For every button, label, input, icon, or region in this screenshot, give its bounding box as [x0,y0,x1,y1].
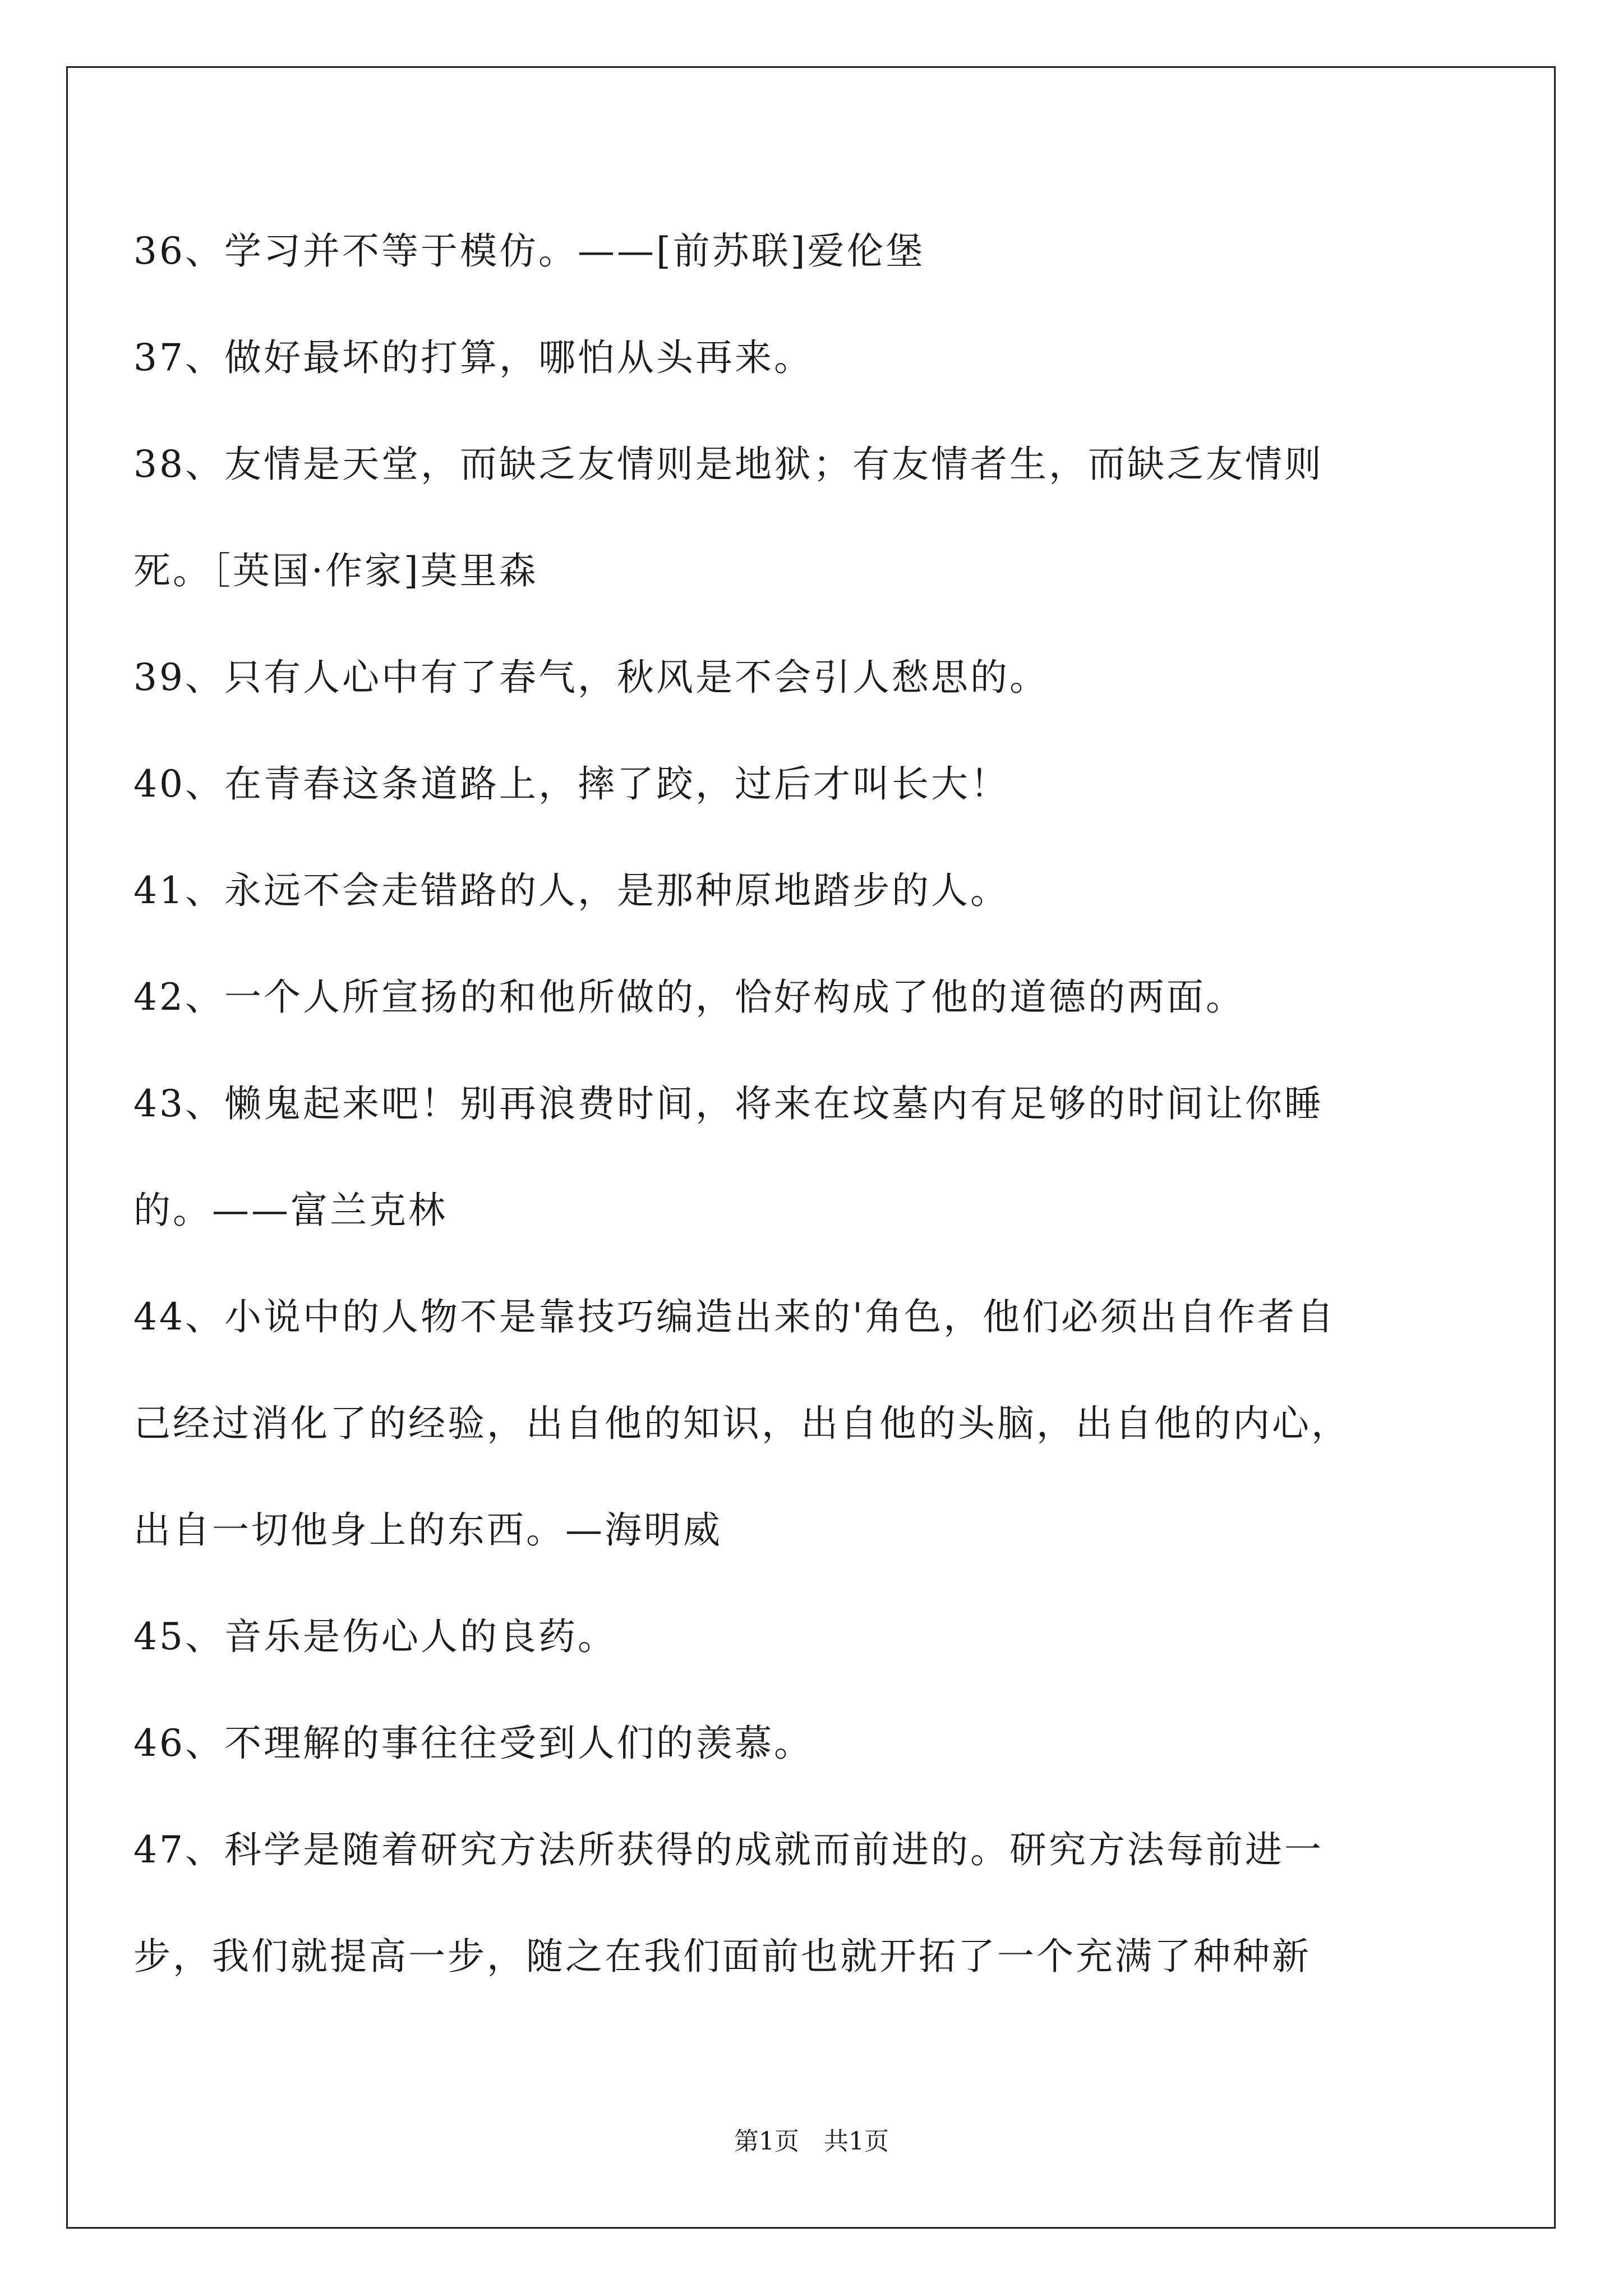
text-line: 47、科学是随着研究方法所获得的成就而前进的。研究方法每前进一 [133,1828,1324,1871]
text-line: 步，我们就提高一步，随之在我们面前也就开拓了一个充满了种种新 [133,1935,1311,1978]
text-line: 46、不理解的事往往受到人们的羡慕。 [133,1722,813,1765]
text-line: 36、学习并不等于模仿。——[前苏联]爱伦堡 [133,229,925,273]
text-line: 的。——富兰克林 [133,1189,448,1232]
text-line: 39、只有人心中有了春气，秋风是不会引人愁思的。 [133,656,1049,699]
text-line: 37、做好最坏的打算，哪怕从头再来。 [133,336,813,379]
text-line: 己经过消化了的经验，出自他的知识，出自他的头脑，出自他的内心， [133,1402,1350,1445]
text-line: 42、一个人所宣扬的和他所做的，恰好构成了他的道德的两面。 [133,976,1245,1019]
text-line: 死。［英国·作家]莫里森 [133,549,538,592]
text-line: 出自一切他身上的东西。—海明威 [133,1508,722,1552]
text-line: 41、永远不会走错路的人，是那种原地踏步的人。 [133,869,1009,912]
text-line: 45、音乐是伤心人的良药。 [133,1615,617,1658]
page-footer: 第1页 共1页 [734,2127,889,2156]
text-line: 38、友情是天堂，而缺乏友情则是地狱；有友情者生，而缺乏友情则 [133,443,1324,486]
text-line: 40、在青春这条道路上，摔了跤，过后才叫长大！ [133,762,1009,806]
page-border [66,66,1556,2229]
text-line: 43、懒鬼起来吧！别再浪费时间，将来在坟墓内有足够的时间让你睡 [133,1082,1324,1125]
text-line: 44、小说中的人物不是靠技巧编造出来的'角色，他们必须出自作者自 [133,1295,1336,1338]
